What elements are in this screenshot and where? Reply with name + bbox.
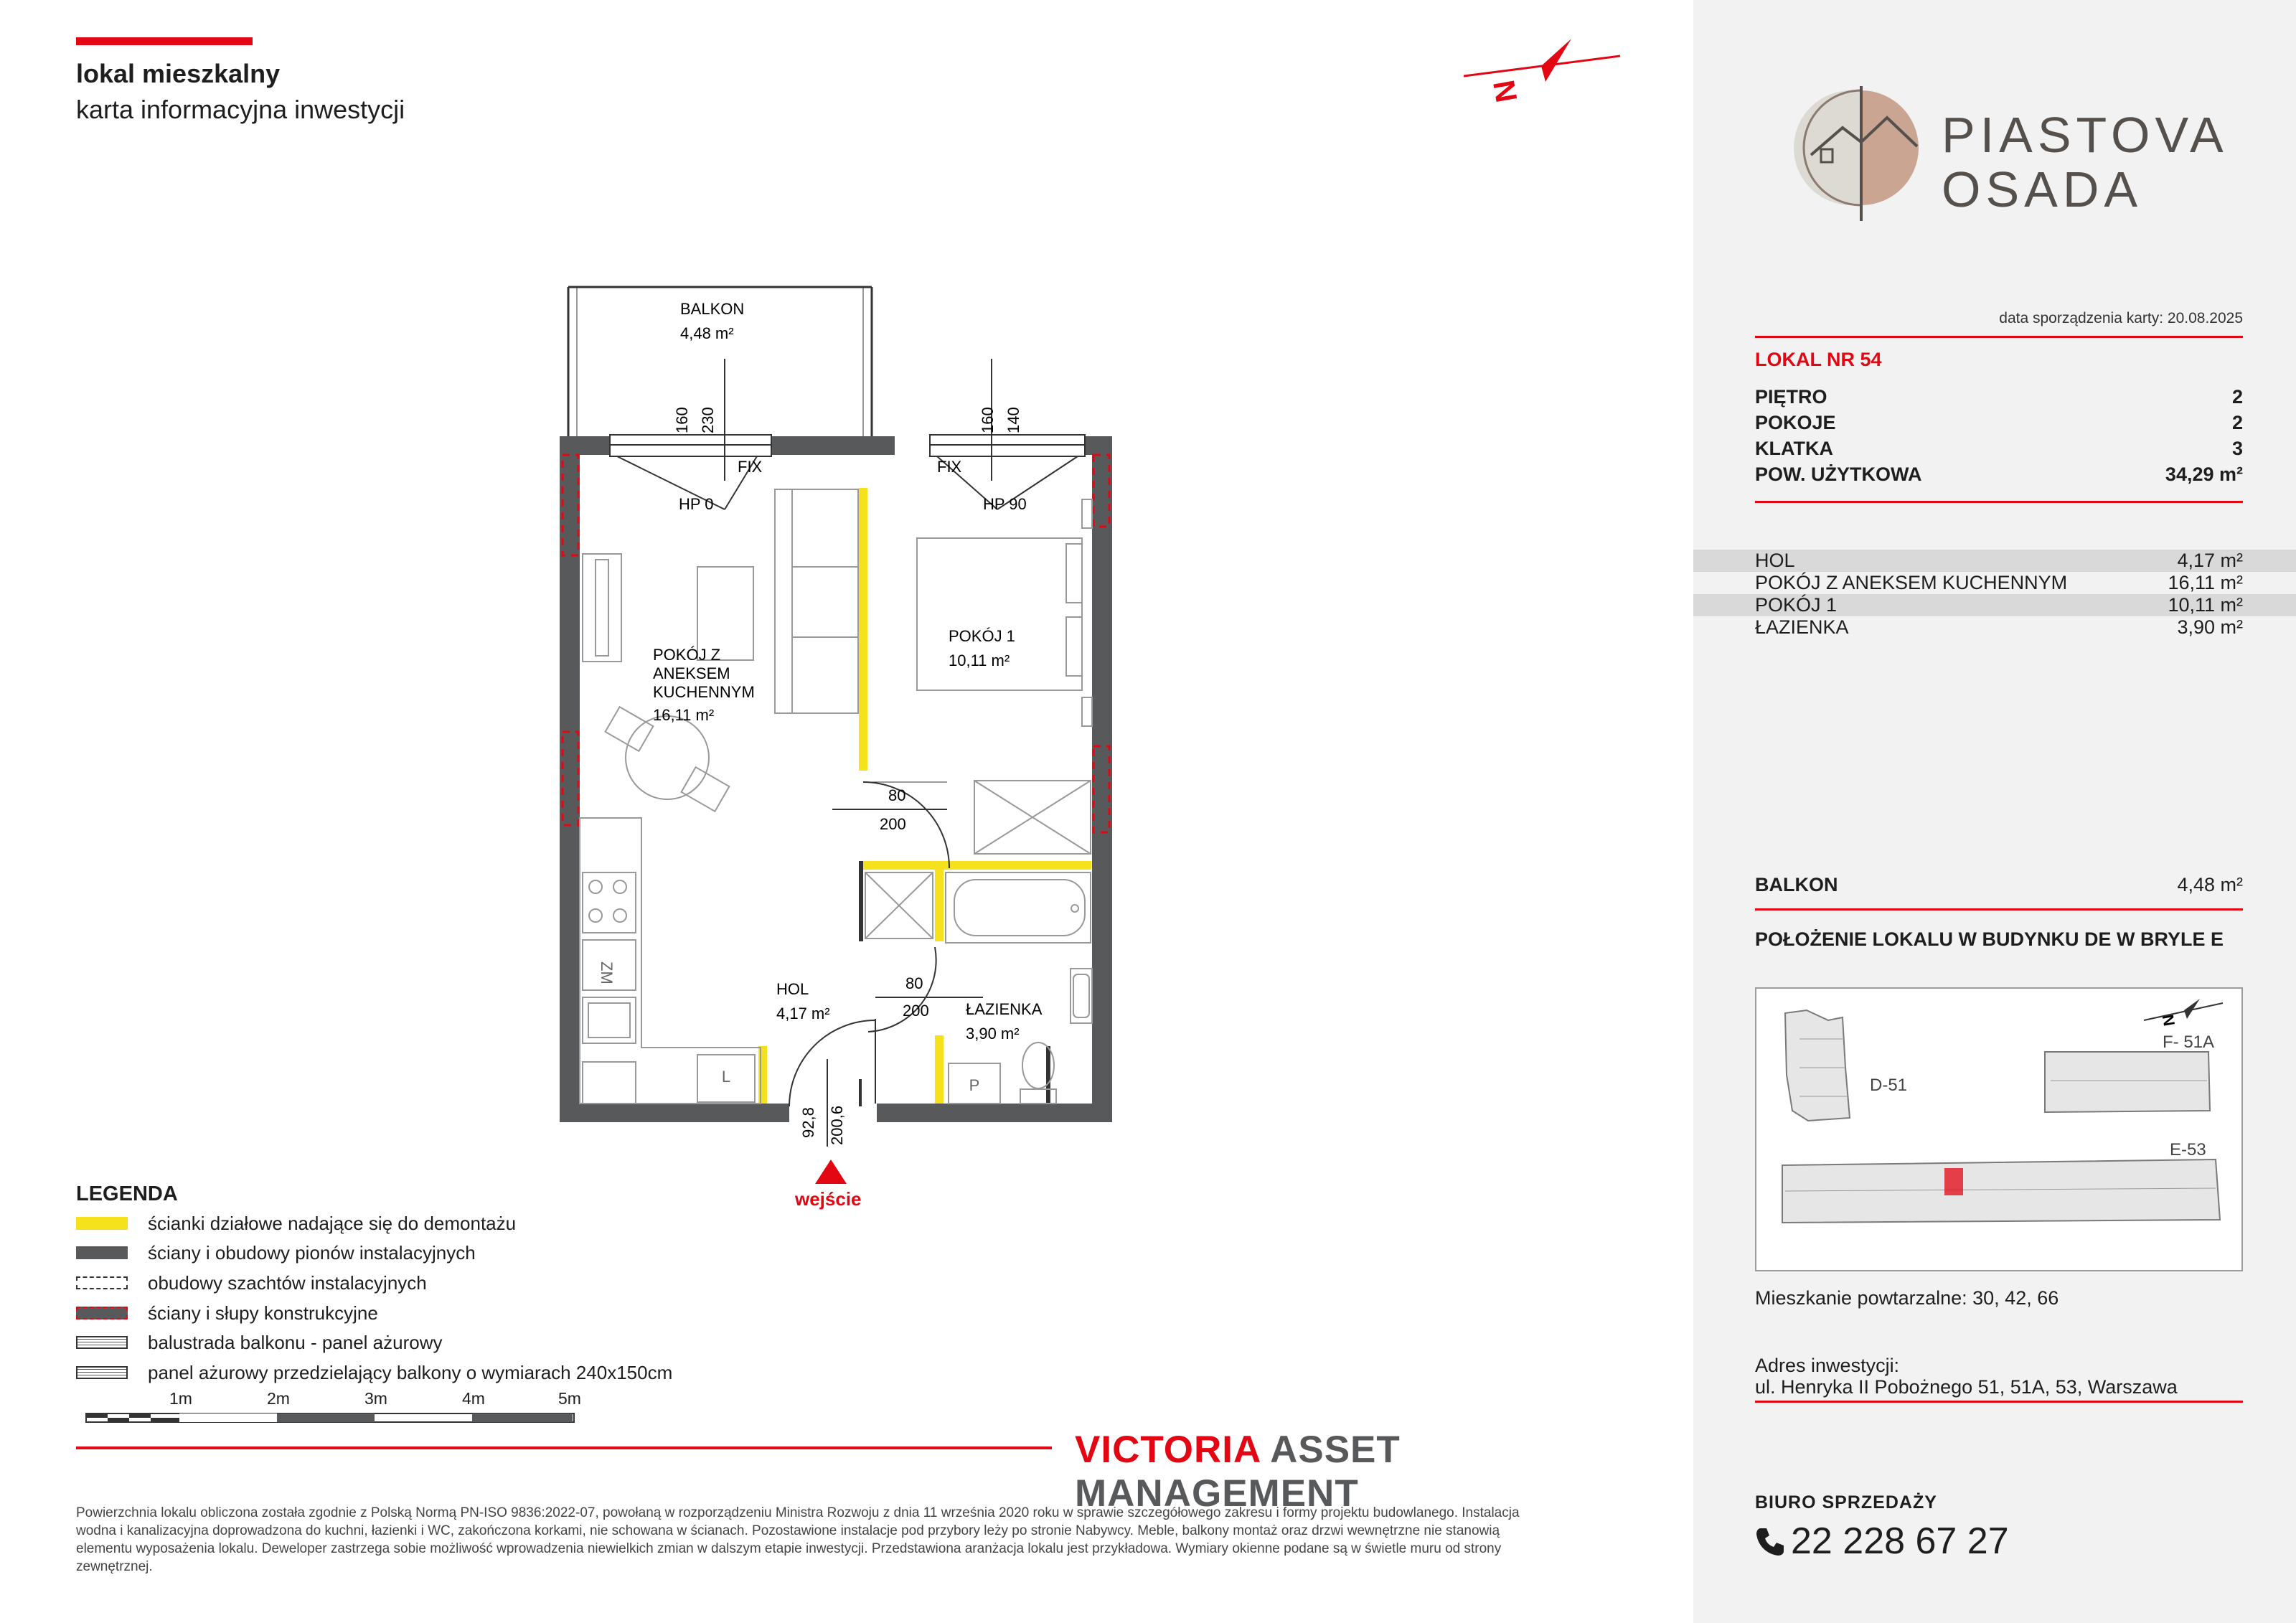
lokal-number: LOKAL NR 54 — [1755, 349, 1882, 370]
legend-swatch-demountable — [76, 1217, 128, 1230]
window1-width: 160 — [673, 407, 691, 433]
scale-bar — [85, 1411, 587, 1428]
legend-item: ścianki działowe nadające się do demontażu — [76, 1213, 516, 1234]
card-date: data sporządzenia karty: 20.08.2025 — [1999, 310, 2243, 326]
legend-swatch-railing — [76, 1336, 128, 1349]
detail-row: POKOJE 2 — [1755, 412, 2243, 433]
brand-logo-text — [1075, 1428, 1693, 1515]
door2-height: 200 — [903, 1002, 929, 1020]
scale-label: 4m — [462, 1389, 485, 1408]
sales-office-label: BIURO SPRZEDAŻY — [1755, 1492, 1937, 1513]
logo-word-2: OSADA — [1942, 161, 2143, 217]
room-row: POKÓJ 1 10,11 m² — [1693, 594, 2296, 616]
repeat-units: Mieszkanie powtarzalne: 30, 42, 66 — [1755, 1287, 2059, 1309]
window1-height: 230 — [699, 407, 717, 433]
site-label-f51a: F- 51A — [2163, 1032, 2215, 1052]
logo-word-1: PIASTOVA — [1942, 107, 2229, 163]
position-heading: POŁOŻENIE LOKALU W BUDYNKU DE W BRYLE E — [1755, 928, 2224, 950]
legend-item: obudowy szachtów instalacyjnych — [76, 1272, 427, 1294]
address-value: ul. Henryka II Pobożnego 51, 51A, 53, Warszawa — [1755, 1376, 2178, 1398]
l-label: L — [721, 1068, 731, 1086]
balkon-row: BALKON 4,48 m² — [1755, 874, 2243, 895]
north-arrow-icon — [1464, 34, 1629, 113]
hall-area-label: 4,17 m² — [776, 1005, 830, 1022]
site-north-icon — [2144, 999, 2223, 1027]
hp90-label: HP 90 — [983, 495, 1027, 513]
bathtub — [946, 872, 1091, 943]
outer-walls — [560, 436, 1112, 1122]
bath-area-label: 3,90 m² — [966, 1025, 1020, 1043]
room-row: HOL 4,17 m² — [1693, 550, 2296, 572]
entry-width: 92,8 — [799, 1107, 817, 1138]
floor-plan — [538, 273, 1155, 1198]
site-map — [1755, 987, 2243, 1271]
site-north-label: N — [2158, 1012, 2179, 1027]
logo-mark-icon — [1791, 83, 1924, 224]
legend-swatch-divider — [76, 1366, 128, 1379]
scale-label: 5m — [558, 1389, 581, 1408]
scale-label: 3m — [364, 1389, 387, 1408]
header-subtitle: karta informacyjna inwestycji — [76, 95, 405, 124]
footer-red-line — [76, 1446, 1052, 1449]
header-accent-bar — [76, 37, 253, 45]
balcony-label: BALKON — [680, 300, 745, 318]
detail-row: PIĘTRO 2 — [1755, 386, 2243, 408]
sidebar-red-rule — [1755, 336, 2243, 338]
scale-label: 1m — [169, 1389, 192, 1408]
entry-triangle-icon — [815, 1159, 847, 1184]
brand-asset: ASSET MANAGEMENT — [1075, 1429, 1401, 1515]
brand-victoria: VICTORIA — [1075, 1429, 1261, 1471]
site-label-e53: E-53 — [2170, 1140, 2206, 1159]
sales-phone[interactable]: 22 228 67 27 — [1791, 1520, 2009, 1562]
door2-width: 80 — [905, 974, 923, 992]
structural-markers — [563, 455, 1109, 832]
north-label: N — [1486, 77, 1524, 105]
unit-location-marker — [1944, 1168, 1963, 1195]
legend-item: ściany i obudowy pionów instalacyjnych — [76, 1242, 476, 1264]
window2-width: 160 — [979, 407, 997, 433]
legend-title: LEGENDA — [76, 1182, 178, 1205]
room1-label: POKÓJ 1 — [949, 627, 1015, 645]
bed — [917, 499, 1092, 726]
sofa — [775, 489, 858, 713]
address-label: Adres inwestycji: — [1755, 1355, 1900, 1376]
room1-area-label: 10,11 m² — [949, 651, 1010, 669]
legend-item: ściany i słupy konstrukcyjne — [76, 1302, 378, 1324]
header-title: lokal mieszkalny — [76, 59, 281, 88]
legend-item: panel ażurowy przedzielający balkony o wymiarach 240x150cm — [76, 1362, 672, 1383]
legend-swatch-structural — [76, 1307, 128, 1319]
hp0-label: HP 0 — [679, 495, 714, 513]
p-label: P — [969, 1076, 980, 1094]
door1-height: 200 — [880, 815, 906, 833]
hall-label: HOL — [776, 980, 809, 998]
entry-label: wejście — [795, 1188, 862, 1210]
detail-row: POW. UŻYTKOWA 34,29 m² — [1755, 464, 2243, 485]
entry-height: 200,6 — [828, 1105, 846, 1145]
living-label-1: POKÓJ Z — [653, 646, 721, 664]
balcony-area-label: 4,48 m² — [680, 324, 734, 342]
sidebar-red-rule — [1755, 501, 2243, 503]
doors — [789, 782, 949, 1106]
site-label-d51: D-51 — [1870, 1076, 1908, 1095]
footnote: Powierzchnia lokalu obliczona została zgodnie z Polską Normą PN-ISO 9836:2022-07, powołaną w rozporządzeniu Ministra Rozwoju z dnia 11 września 2020 roku w sprawie szczegółowego zakresu i formy projektu budowlanego. Instalacja wodna i kanalizacyjna doprowadzona do kuchni, łazienki i WC, zakończona korkami, nie schowana w ścianach. Pozostawione instalacje pod przybory leży po stronie Nabywcy. Meble, balkony montaż oraz drzwi wewnętrzne nie stanowią elementu wyposażenia lokalu. Deweloper zastrzega sobie możliwość wprowadzenia niewielkich zmian w dalszym etapie inwestycji. Przedstawiona aranżacja lokalu jest przykładowa. Wymiary okienne podane są w świetle muru od strony zewnętrznej. — [76, 1505, 1520, 1574]
detail-row: KLATKA 3 — [1755, 438, 2243, 459]
phone-icon — [1755, 1525, 1784, 1557]
legend-item: balustrada balkonu - panel ażurowy — [76, 1332, 442, 1353]
window2-height: 140 — [1004, 407, 1022, 433]
floor-plan-drawing — [538, 273, 1155, 1198]
sidebar-red-rule — [1755, 1401, 2243, 1403]
fix-label-1: FIX — [738, 458, 763, 476]
legend-swatch-installation — [76, 1246, 128, 1259]
toilet — [1020, 1043, 1056, 1104]
living-label-3: KUCHENNYM — [653, 683, 755, 701]
bath-label: ŁAZIENKA — [966, 1000, 1043, 1018]
living-area-label: 16,11 m² — [653, 706, 715, 724]
fix-label-2: FIX — [937, 458, 962, 476]
scale-label: 2m — [267, 1389, 290, 1408]
legend-swatch-shaft — [76, 1276, 128, 1289]
living-label-2: ANEKSEM — [653, 664, 730, 682]
washbasin — [1071, 969, 1092, 1023]
zm-label: ZM — [598, 961, 616, 984]
room-row: POKÓJ Z ANEKSEM KUCHENNYM 16,11 m² — [1755, 572, 2243, 593]
room-row: ŁAZIENKA 3,90 m² — [1755, 616, 2243, 638]
kitchen-counter — [580, 554, 761, 1104]
wardrobe — [974, 781, 1091, 854]
sidebar-red-rule — [1755, 908, 2243, 911]
door1-width: 80 — [888, 786, 906, 804]
hall-cabinet — [865, 872, 933, 938]
site-map-drawing — [1756, 989, 2241, 1270]
